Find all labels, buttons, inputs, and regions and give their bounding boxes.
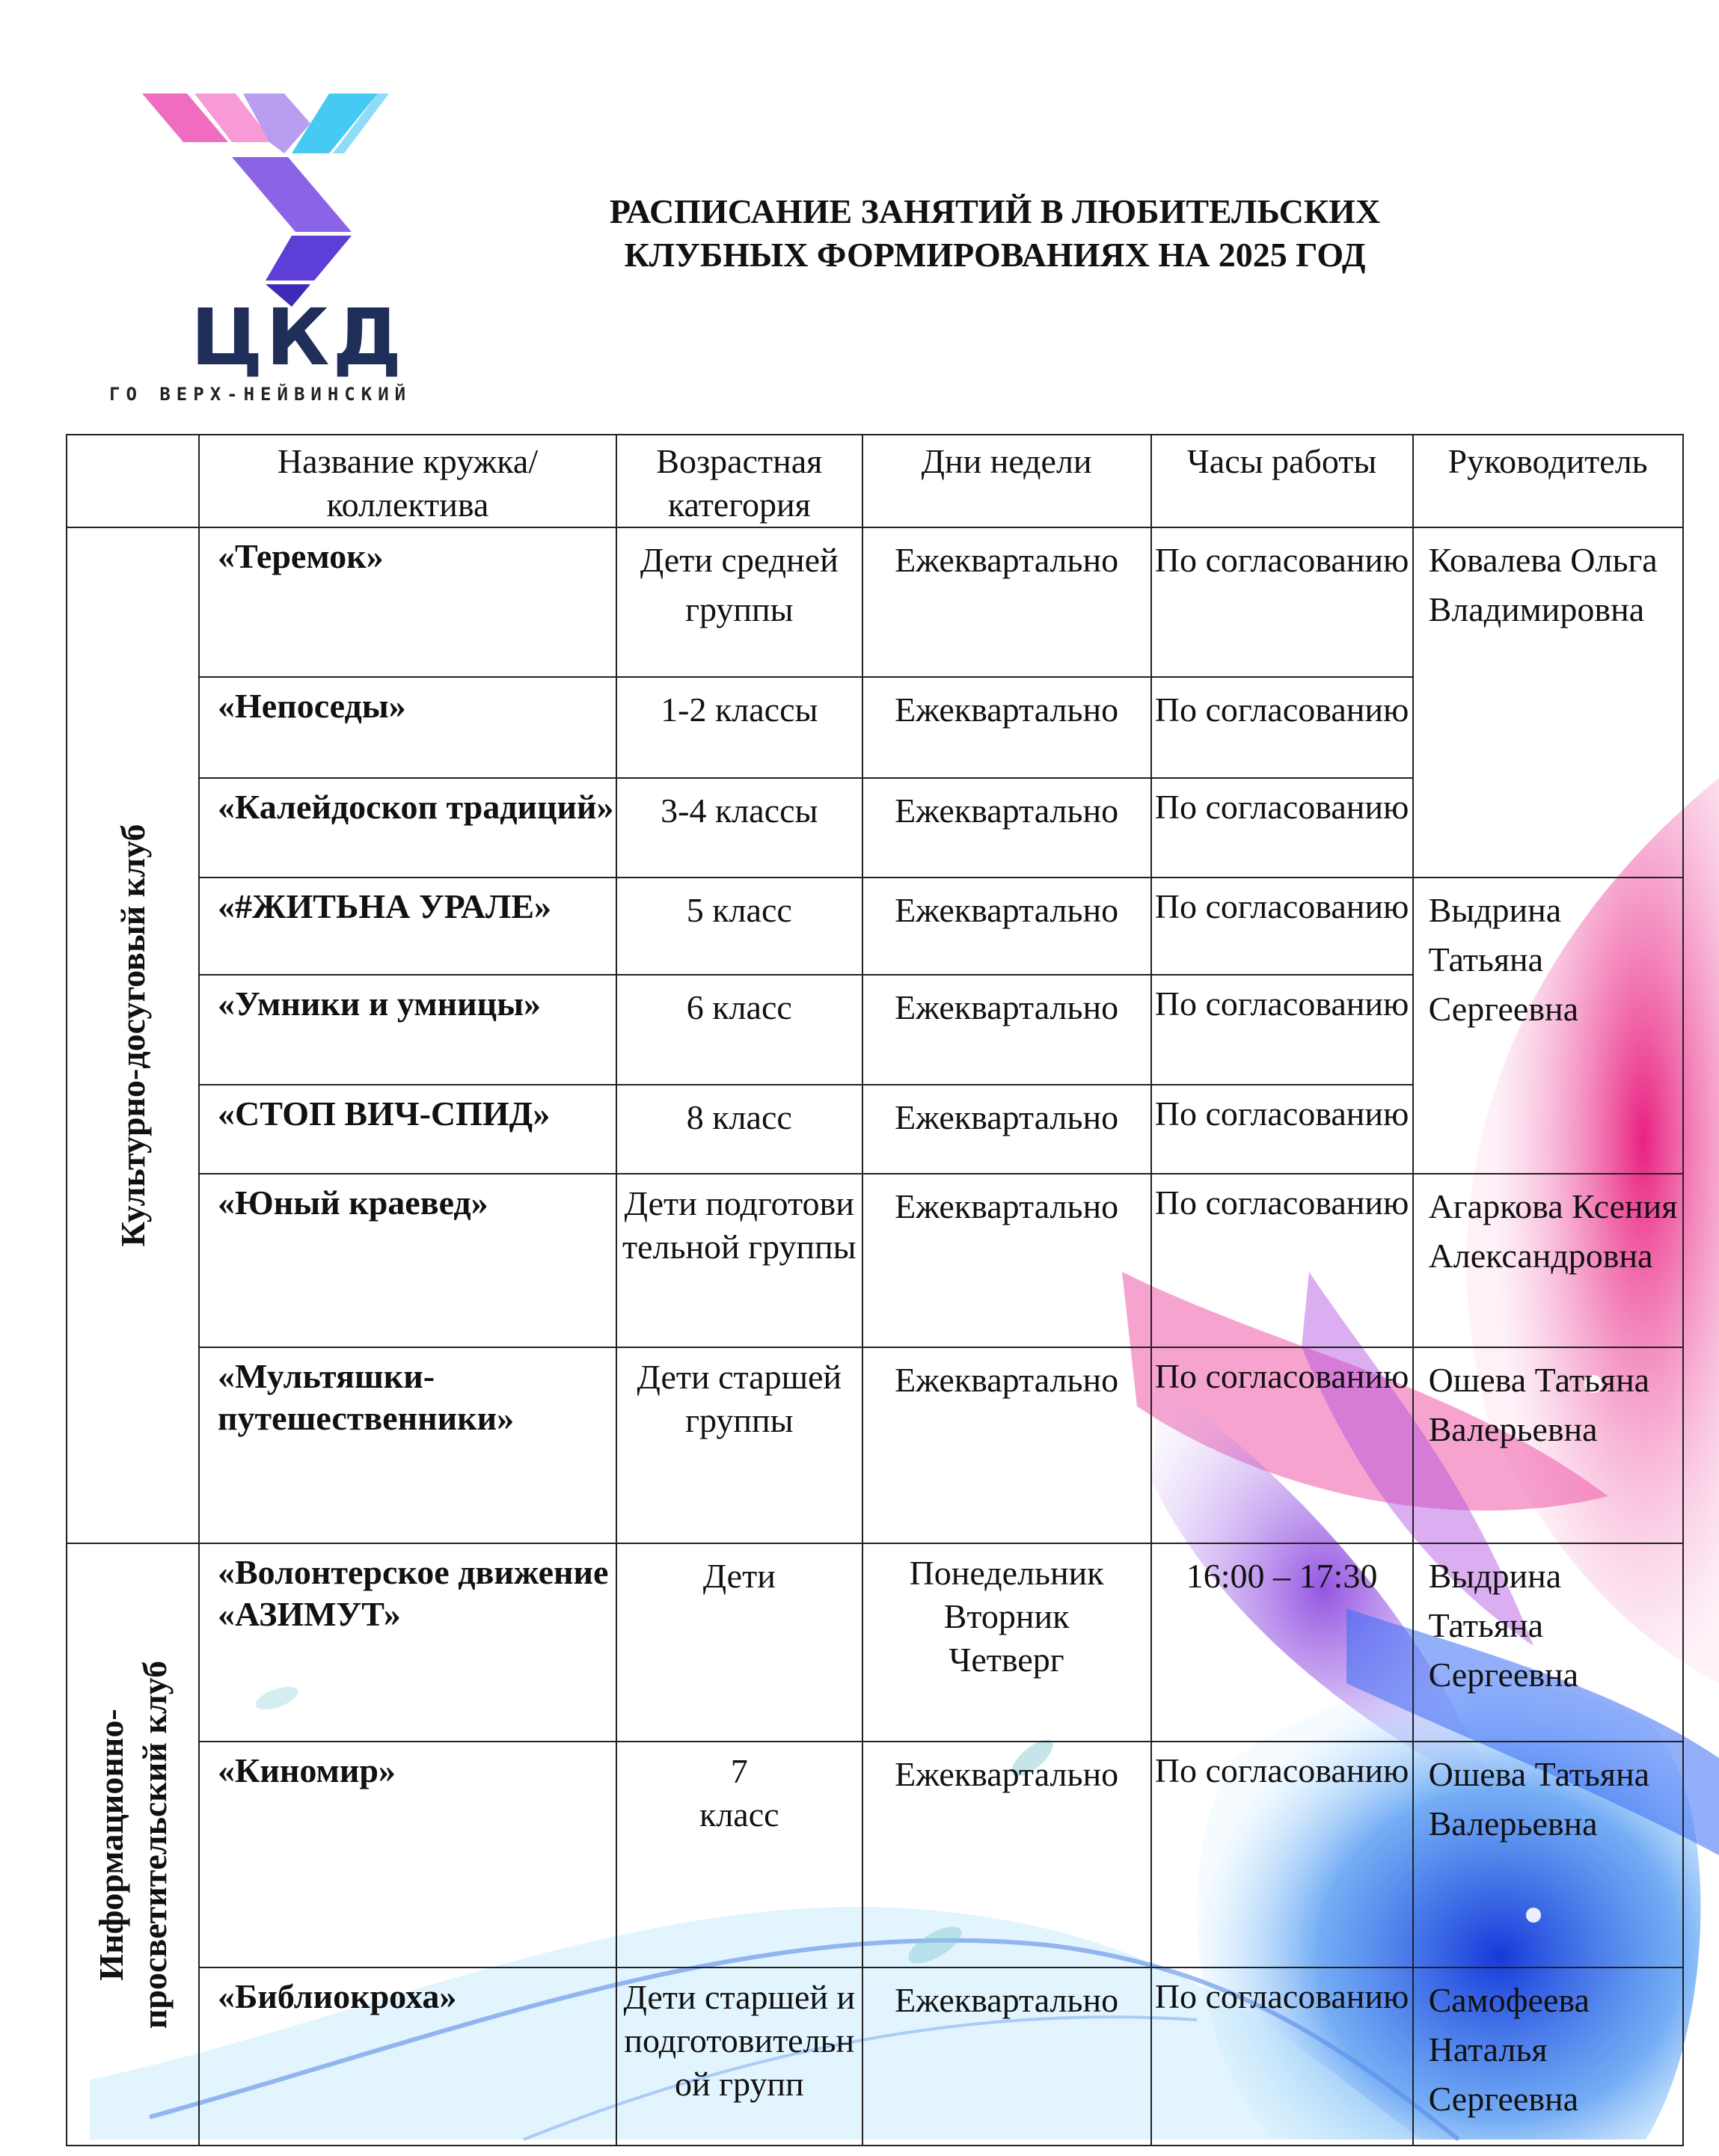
age-category: Дети подготовительной группы — [616, 1174, 862, 1347]
group-label-cultural: Культурно-досуговый клуб — [113, 824, 152, 1247]
club-name: «Калейдоскоп традиций» — [199, 778, 616, 878]
club-name: «Юный краевед» — [199, 1174, 616, 1347]
club-name: «Мультяшки-путешественники» — [199, 1347, 616, 1543]
hours: По согласованию — [1151, 527, 1413, 677]
group-cell-info — [67, 1543, 199, 2146]
header-row — [67, 435, 1683, 527]
days: Понедельник Вторник Четверг — [862, 1543, 1151, 1742]
days: Ежеквартально — [862, 778, 1151, 878]
title-line-2: КЛУБНЫХ ФОРМИРОВАНИЯХ НА 2025 ГОД — [624, 236, 1366, 274]
hours: По согласованию — [1151, 1347, 1413, 1543]
club-name: «Непоседы» — [199, 677, 616, 778]
header-age: Возрастная категория — [616, 435, 862, 527]
header-leader: Руководитель — [1413, 435, 1683, 527]
page-title — [524, 190, 1466, 277]
age-category: 5 класс — [616, 878, 862, 975]
logo-brand-text: ЦКД — [191, 292, 405, 383]
leader: Ошева Татьяна Валерьевна — [1413, 1347, 1683, 1543]
table-row — [67, 1174, 1683, 1347]
days: Ежеквартально — [862, 1742, 1151, 1967]
age-category: 1-2 классы — [616, 677, 862, 778]
table-row — [67, 1543, 1683, 1742]
header-name: Название кружка/коллектива — [199, 435, 616, 527]
leader: Ошева Татьяна Валерьевна — [1413, 1742, 1683, 1967]
table-row — [67, 1967, 1683, 2146]
leader: Самофеева Наталья Сергеевна — [1413, 1967, 1683, 2146]
header-hours: Часы работы — [1151, 435, 1413, 527]
club-name: «Библиокроха» — [199, 1967, 616, 2146]
hours: По согласованию — [1151, 778, 1413, 878]
age-category: Дети старшей и подготовительной групп — [616, 1967, 862, 2146]
group-cell-cultural — [67, 527, 199, 1543]
club-name: «Киномир» — [199, 1742, 616, 1967]
leader: Выдрина Татьяна Сергеевна — [1413, 1543, 1683, 1742]
age-category: 6 класс — [616, 975, 862, 1085]
hours: По согласованию — [1151, 975, 1413, 1085]
hours: По согласованию — [1151, 878, 1413, 975]
title-line-1: РАСПИСАНИЕ ЗАНЯТИЙ В ЛЮБИТЕЛЬСКИХ — [609, 192, 1381, 230]
days: Ежеквартально — [862, 878, 1151, 975]
table-row — [67, 1742, 1683, 1967]
age-category: 8 класс — [616, 1085, 862, 1174]
schedule-table — [66, 434, 1684, 2146]
days: Ежеквартально — [862, 1174, 1151, 1347]
club-name: «СТОП ВИЧ-СПИД» — [199, 1085, 616, 1174]
table-row — [67, 527, 1683, 677]
header-days: Дни недели — [862, 435, 1151, 527]
hours: По согласованию — [1151, 1085, 1413, 1174]
club-name: «Волонтерское движение «АЗИМУТ» — [199, 1543, 616, 1742]
age-category: Дети старшей группы — [616, 1347, 862, 1543]
days: Ежеквартально — [862, 1347, 1151, 1543]
days: Ежеквартально — [862, 677, 1151, 778]
days: Ежеквартально — [862, 1967, 1151, 2146]
hours: По согласованию — [1151, 677, 1413, 778]
leader: Выдрина Татьяна Сергеевна — [1413, 878, 1683, 1174]
table-row — [67, 1347, 1683, 1543]
leader: Ковалева Ольга Владимировна — [1413, 527, 1683, 878]
logo-subtitle: ГО ВЕРХ-НЕЙВИНСКИЙ — [109, 384, 412, 405]
club-name: «Умники и умницы» — [199, 975, 616, 1085]
hours: По согласованию — [1151, 1174, 1413, 1347]
days: Ежеквартально — [862, 1085, 1151, 1174]
group-label-info: Информационно-просветительский клуб — [91, 1660, 174, 2029]
hours: По согласованию — [1151, 1742, 1413, 1967]
days: Ежеквартально — [862, 527, 1151, 677]
age-category: Дети средней группы — [616, 527, 862, 677]
club-name: «#ЖИТЬНА УРАЛЕ» — [199, 878, 616, 975]
table-row — [67, 878, 1683, 975]
days: Ежеквартально — [862, 975, 1151, 1085]
hours: 16:00 – 17:30 — [1151, 1543, 1413, 1742]
age-category: Дети — [616, 1543, 862, 1742]
age-category: 7 класс — [616, 1742, 862, 1967]
leader: Агаркова Ксения Александровна — [1413, 1174, 1683, 1347]
club-name: «Теремок» — [199, 527, 616, 677]
header-empty — [67, 435, 199, 527]
age-category: 3-4 классы — [616, 778, 862, 878]
hours: По согласованию — [1151, 1967, 1413, 2146]
